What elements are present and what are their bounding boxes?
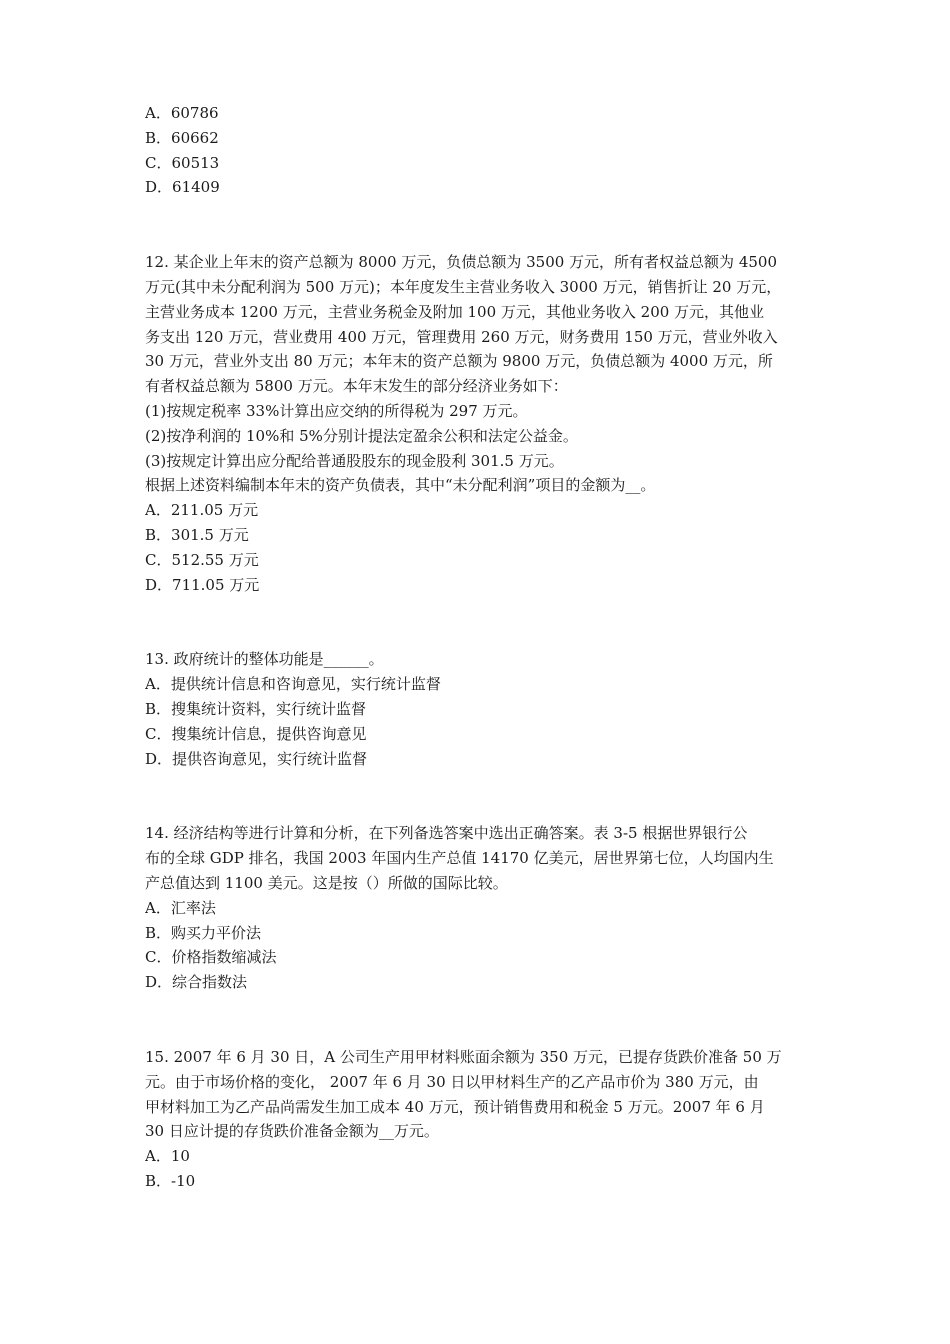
question-text-line: 产总值达到 1100 美元。这是按（）所做的国际比较。 xyxy=(145,873,508,892)
option-a: A．汇率法 xyxy=(145,898,216,917)
option-a: A．10 xyxy=(145,1147,190,1166)
option-d: D．综合指数法 xyxy=(145,973,248,992)
option-b: B．-10 xyxy=(145,1171,196,1190)
question-text-line: 根据上述资料编制本年末的资产负债表，其中“未分配利润”项目的金额为__。 xyxy=(145,476,656,495)
option-c: C．搜集统计信息，提供咨询意见 xyxy=(145,724,367,743)
question-text-line: 有者权益总额为 5800 万元。本年末发生的部分经济业务如下： xyxy=(145,377,568,396)
option-b: B．60662 xyxy=(145,128,219,147)
question-text-line: (1)按规定税率 33%计算出应交纳的所得税为 297 万元。 xyxy=(145,401,528,420)
option-d: D．61409 xyxy=(145,178,220,197)
document-page xyxy=(145,101,810,1194)
question-13 xyxy=(145,647,810,771)
question-text-line: (3)按规定计算出应分配给普通股股东的现金股利 301.5 万元。 xyxy=(145,451,564,470)
question-text-line: 12. 某企业上年末的资产总额为 8000 万元，负债总额为 3500 万元，所有者权益总额为 4500 xyxy=(145,253,777,272)
question-text-line: 甲材料加工为乙产品尚需发生加工成本 40 万元，预计销售费用和税金 5 万元。2007 年 6 月 xyxy=(145,1097,765,1116)
question-text-line: 主营业务成本 1200 万元，主营业务税金及附加 100 万元，其他业务收入 200 万元，其他业 xyxy=(145,302,765,321)
option-b: B．搜集统计资料，实行统计监督 xyxy=(145,699,367,718)
question-text-line: 30 万元，营业外支出 80 万元；本年末的资产总额为 9800 万元，负债总额为 4000 万元，所 xyxy=(145,352,773,371)
option-d: D．711.05 万元 xyxy=(145,575,260,594)
option-b: B．301.5 万元 xyxy=(145,525,249,544)
question-text-line: 务支出 120 万元，营业费用 400 万元，管理费用 260 万元，财务费用 150 万元，营业外收入 xyxy=(145,327,778,346)
question-text-line: (2)按净利润的 10%和 5%分别计提法定盈余公积和法定公益金。 xyxy=(145,426,578,445)
question-text-line: 万元(其中未分配利润为 500 万元)；本年度发生主营业务收入 3000 万元，销售折让 20 万元， xyxy=(145,277,782,296)
question-12 xyxy=(145,250,810,597)
question-text-line: 元。由于市场价格的变化， 2007 年 6 月 30 日以甲材料生产的乙产品市价为 380 万元，由 xyxy=(145,1072,759,1091)
question-11-options xyxy=(145,101,810,200)
question-text-line: 15. 2007 年 6 月 30 日，A 公司生产用甲材料账面余额为 350 万元，已提存货跌价准备 50 万 xyxy=(145,1047,782,1066)
option-c: C．60513 xyxy=(145,153,220,172)
question-14 xyxy=(145,821,810,995)
question-text-line: 14. 经济结构等进行计算和分析，在下列备选答案中选出正确答案。表 3-5 根据世界银行公 xyxy=(145,824,748,843)
question-text-line: 30 日应计提的存货跌价准备金额为__万元。 xyxy=(145,1122,439,1141)
option-c: C．价格指数缩减法 xyxy=(145,948,277,967)
option-a: A．60786 xyxy=(145,104,219,122)
question-text-line: 13. 政府统计的整体功能是______。 xyxy=(145,650,384,669)
question-text-line: 布的全球 GDP 排名，我国 2003 年国内生产总值 14170 亿美元，居世界第七位，人均国内生 xyxy=(145,849,774,868)
option-a: A．211.05 万元 xyxy=(145,501,259,520)
option-a: A．提供统计信息和咨询意见，实行统计监督 xyxy=(145,675,441,694)
question-15 xyxy=(145,1045,810,1194)
option-d: D．提供咨询意见，实行统计监督 xyxy=(145,749,368,768)
option-c: C．512.55 万元 xyxy=(145,550,259,569)
option-b: B．购买力平价法 xyxy=(145,923,262,942)
